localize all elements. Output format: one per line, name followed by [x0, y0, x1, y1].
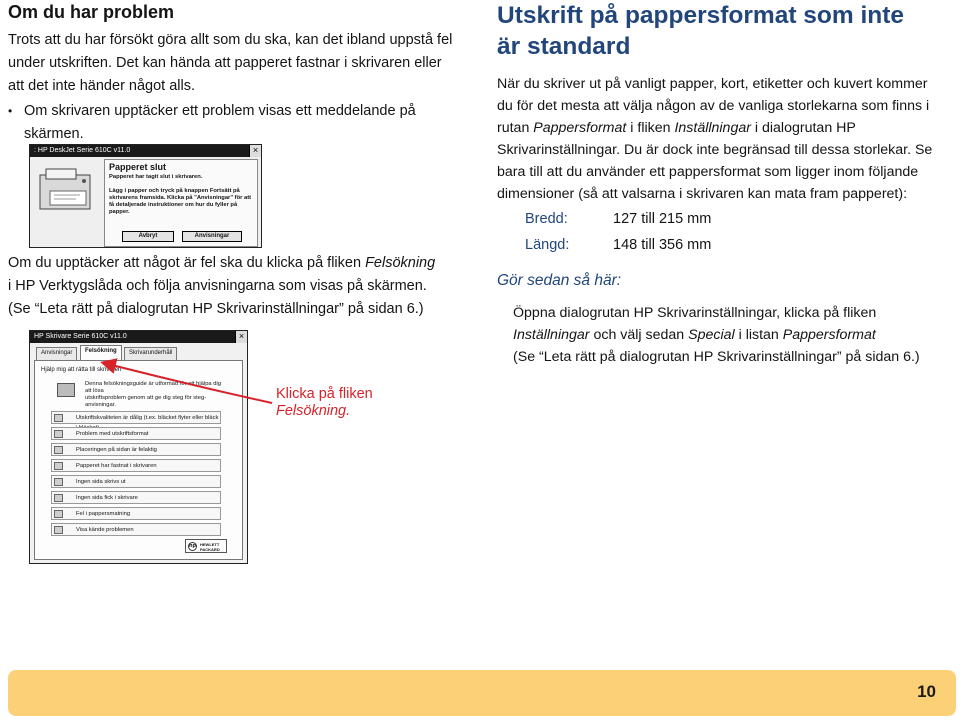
para-emphasis: Inställningar	[674, 120, 751, 136]
callout-text	[276, 386, 373, 420]
panel-intro: Hjälp mig att rätta till skrivaren	[41, 367, 122, 373]
troubleshoot-item-label: Visa kände problemen	[76, 527, 134, 533]
dialog-text: papper.	[109, 209, 130, 215]
bullet-mark: •	[8, 104, 13, 118]
troubleshoot-item[interactable]	[51, 427, 221, 440]
callout-emphasis: Felsökning.	[276, 403, 351, 419]
troubleshoot-item-label: Ingen sida fick i skrivare	[76, 495, 138, 501]
tab-instructions[interactable]: Anvisningar	[36, 347, 77, 360]
hp-logo-line: HEWLETT	[200, 542, 220, 547]
dialog-text	[109, 181, 253, 188]
para-text: i listan	[734, 327, 783, 343]
bullet-text: Om skrivaren upptäcker ett problem visas ett meddelande på	[24, 103, 416, 119]
troubleshoot-item[interactable]	[51, 411, 221, 424]
document-icon	[54, 430, 63, 438]
callout-line: Klicka på fliken	[276, 386, 373, 402]
para-text: i HP Verktygslåda och följa anvisningarna som visas på skärmen.	[8, 278, 427, 294]
hp-logo-text	[200, 542, 220, 552]
tab-troubleshooting[interactable]: Felsökning	[80, 345, 122, 361]
document-icon	[54, 478, 63, 486]
heading-line: Utskrift på pappersformat som inte	[497, 2, 905, 29]
heading-line: är standard	[497, 33, 631, 60]
para-reference: (Se “Leta rätt på dialogrutan HP Skrivarinställningar” på sidan 6.)	[8, 301, 424, 317]
hp-logo	[185, 539, 227, 553]
para-reference: (Se “Leta rätt på dialogrutan HP Skrivarinställningar” på sidan 6.)	[513, 349, 920, 365]
dialog-titlebar	[30, 145, 261, 157]
troubleshooting-panel	[34, 360, 243, 560]
footer-bar	[8, 670, 956, 716]
printer-icon	[36, 165, 94, 215]
troubleshoot-item-label: Utskriftskvaliteten är dålig (t.ex. bläcket flyter eller bläck	[76, 415, 219, 421]
paper-size-paragraph	[497, 73, 957, 205]
para-text: Om du upptäcker att något är fel ska du klicka på fliken	[8, 255, 366, 271]
troubleshoot-item[interactable]	[51, 475, 221, 488]
troubleshoot-item-label: Placeringen på sidan är felaktig	[76, 447, 157, 453]
para-emphasis: Pappersformat	[782, 327, 876, 343]
dialog-text: få detaljerade instruktioner om hur du fyller på	[109, 202, 238, 208]
troubleshoot-item[interactable]	[51, 507, 221, 520]
page-number: 10	[917, 682, 936, 701]
panel-description	[85, 381, 225, 409]
dialog-title: : HP DeskJet Serie 610C v11.0	[34, 147, 131, 154]
para-text: När du skriver ut på vanligt papper, kort, etiketter och kuvert kommer	[497, 76, 928, 92]
dialog-title: HP Skrivare Serie 610C v11.0	[34, 333, 127, 340]
troubleshoot-item-label: Papperet har fastnat i skrivaren	[76, 463, 157, 469]
troubleshoot-item[interactable]	[51, 443, 221, 456]
intro-paragraph	[8, 29, 478, 98]
document-icon	[54, 494, 63, 502]
troubleshoot-item-label: Problem med utskriftsformat	[76, 431, 149, 437]
para-emphasis: Felsökning	[365, 255, 436, 271]
length-value: 148 till 356 mm	[613, 237, 712, 253]
tab-maintenance[interactable]: Skrivarunderhåll	[124, 347, 177, 360]
bullet-item	[8, 100, 478, 146]
document-icon	[54, 446, 63, 454]
close-icon[interactable]: ×	[249, 145, 261, 157]
panel-description-line: utskriftsproblem genom att ge dig steg för steg-	[85, 395, 207, 401]
width-value: 127 till 215 mm	[613, 211, 712, 227]
hp-logo-line: PACKARD	[200, 547, 220, 552]
para-text: i fliken	[626, 120, 675, 136]
para-text: dimensioner (så att valsarna i skrivaren kan mata fram papperet):	[497, 186, 908, 202]
width-label: Bredd:	[525, 211, 568, 227]
dialog-titlebar	[30, 331, 247, 343]
para-text: Öppna dialogrutan HP Skrivarinställningar, klicka på fliken	[513, 305, 877, 321]
document-icon	[54, 462, 63, 470]
dialog-text: skrivarens framsida. Klicka på "Anvisningar" för att	[109, 195, 252, 201]
troubleshoot-item-label: Ingen sida skrivs ut	[76, 479, 126, 485]
panel-description-line: anvisningar.	[85, 402, 116, 408]
intro-line: under utskriften. Det kan hända att papperet fastnar i skrivaren eller	[8, 55, 442, 71]
toolbox-icon	[57, 383, 75, 397]
troubleshoot-item-label: Fel i pappersmatning	[76, 511, 131, 517]
para-text: bara till att du använder ett pappersformat som ligger inom följande	[497, 164, 919, 180]
troubleshoot-item[interactable]	[51, 491, 221, 504]
steps-subheading: Gör sedan så här:	[497, 272, 622, 289]
para-text: och välj sedan	[589, 327, 689, 343]
panel-description-line: Denna felsökningsguide är utformad för att hjälpa dig att lösa	[85, 381, 221, 394]
paper-out-dialog	[29, 144, 262, 248]
intro-line: att det inte händer något alls.	[8, 78, 196, 94]
toolbox-dialog	[29, 330, 248, 564]
troubleshoot-paragraph	[8, 252, 488, 321]
para-text: i dialogrutan HP	[750, 120, 856, 136]
intro-line: Trots att du har försökt göra allt som du ska, kan det ibland uppstå fel	[8, 32, 453, 48]
dialog-text: Papperet har tagit slut i skrivaren.	[109, 174, 203, 180]
instructions-button[interactable]: Anvisningar	[182, 231, 242, 242]
bullet-text: skärmen.	[24, 126, 84, 142]
dialog-heading: Papperet slut	[109, 162, 167, 172]
troubleshoot-item[interactable]	[51, 459, 221, 472]
dialog-text: Lägg i papper och tryck på knappen Fortsätt på	[109, 188, 240, 194]
troubleshoot-item[interactable]	[51, 523, 221, 536]
close-icon[interactable]: ×	[235, 331, 247, 343]
para-text: Skrivarinställningar. Du är dock inte begränsad till dessa storlekar. Se	[497, 142, 933, 158]
section-heading-right	[497, 0, 947, 62]
para-emphasis: Pappersformat	[533, 120, 627, 136]
length-label: Längd:	[525, 237, 570, 253]
steps-paragraph	[513, 302, 953, 368]
hp-logo-mark: hp	[189, 543, 196, 549]
document-icon	[54, 510, 63, 518]
section-heading: Om du har problem	[8, 2, 175, 22]
para-text: du för det mesta att välja någon av de vanliga storlekarna som finns i	[497, 98, 930, 114]
document-icon	[54, 414, 63, 422]
para-emphasis: Inställningar	[513, 327, 590, 343]
document-icon	[54, 526, 63, 534]
para-emphasis: Special	[688, 327, 735, 343]
para-text: rutan	[497, 120, 534, 136]
cancel-button[interactable]: Avbryt	[122, 231, 174, 242]
